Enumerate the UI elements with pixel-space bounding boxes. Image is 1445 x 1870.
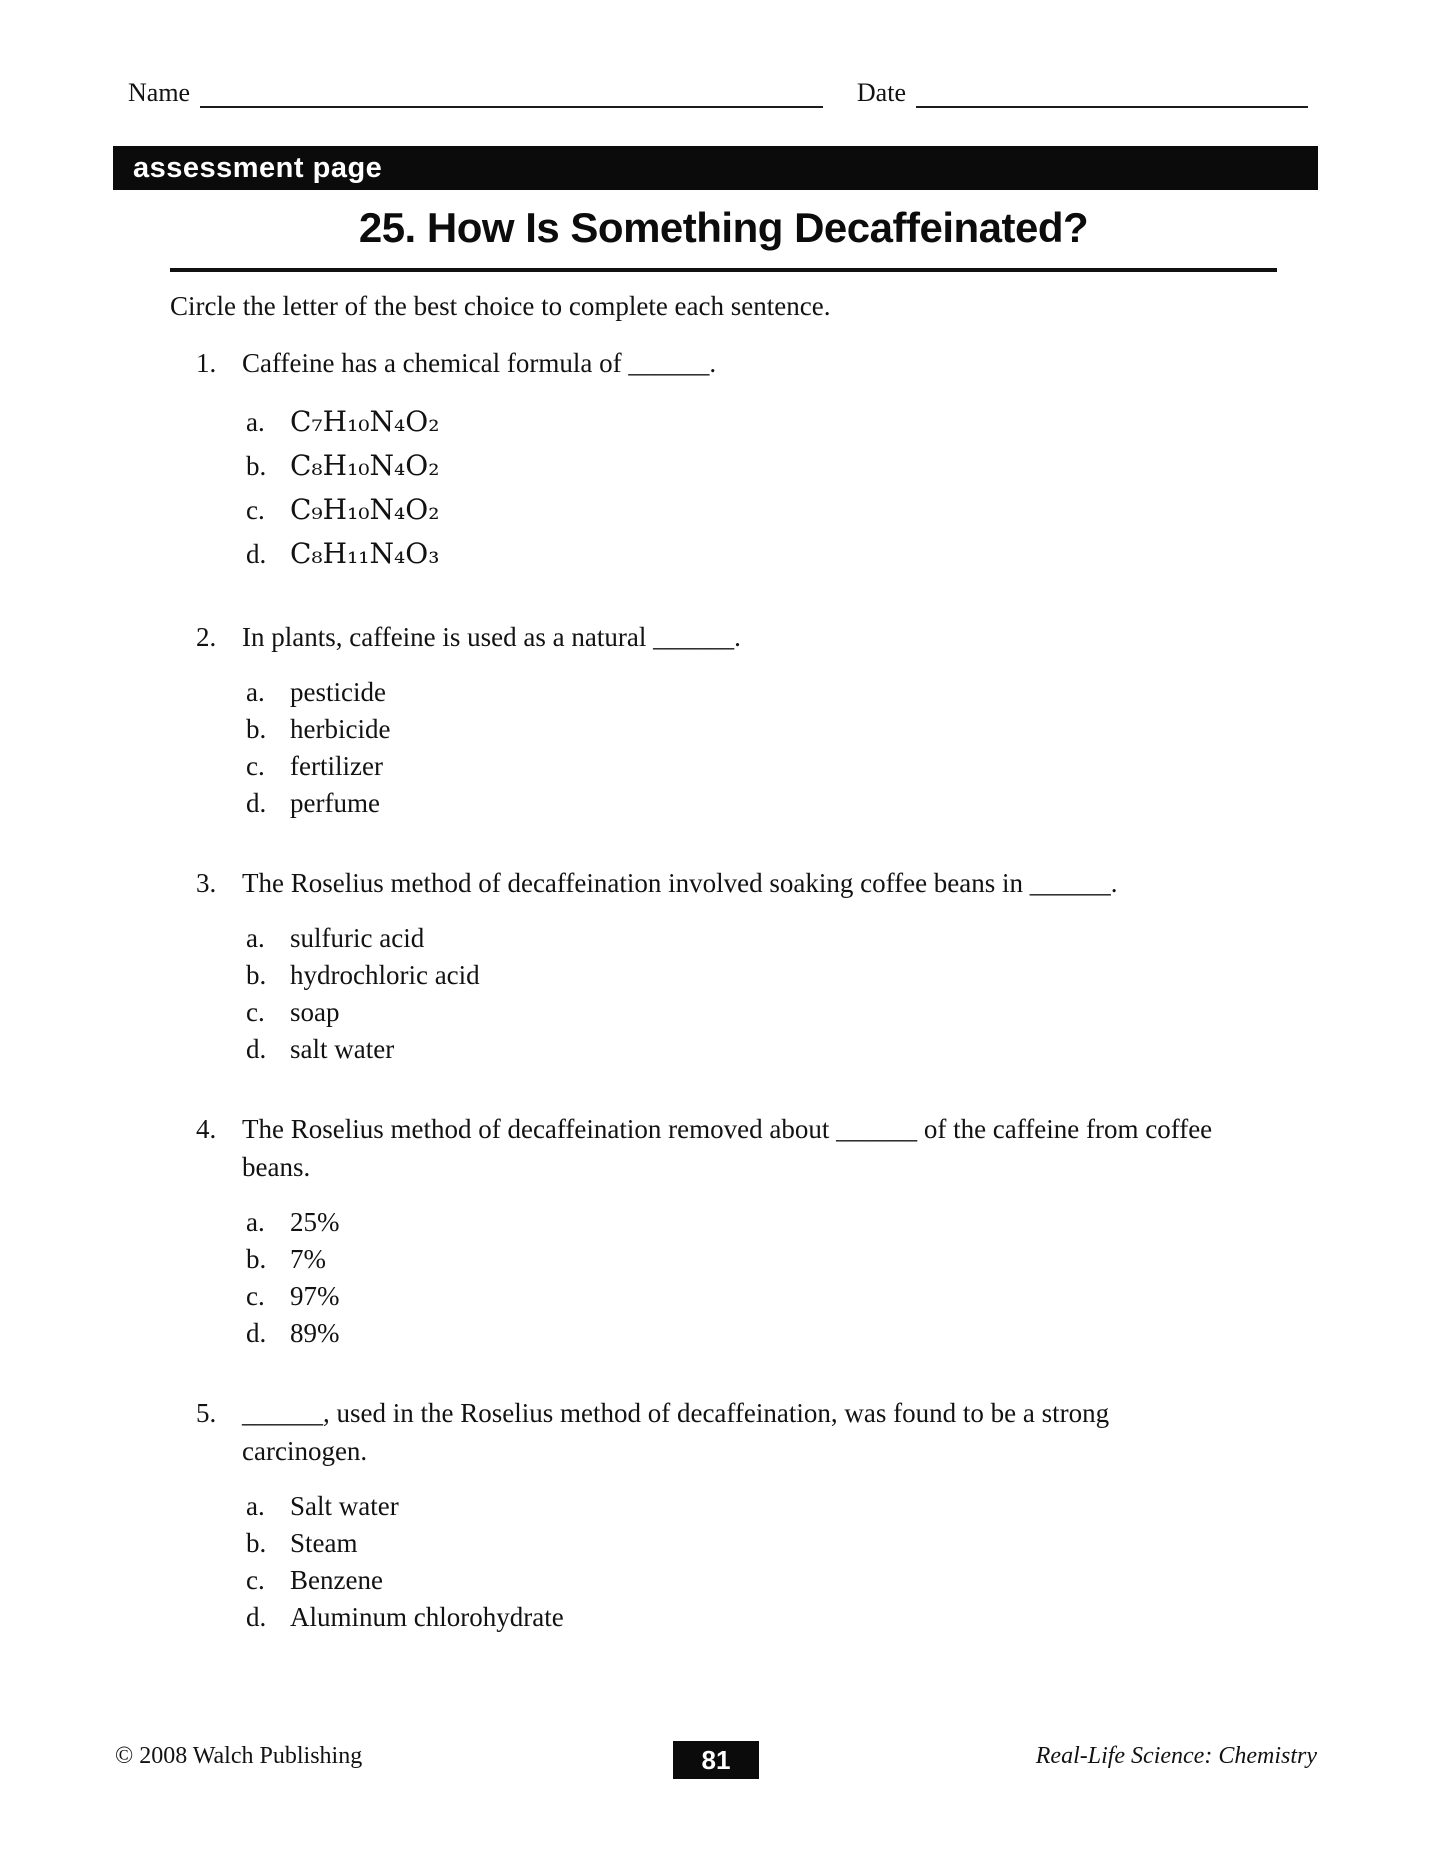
option-a[interactable] bbox=[246, 400, 1317, 444]
options bbox=[246, 1488, 1317, 1636]
question-3 bbox=[196, 864, 1317, 1068]
option-c[interactable] bbox=[246, 1562, 1317, 1599]
option-letter: b. bbox=[246, 960, 267, 990]
question-list bbox=[196, 344, 1317, 1636]
option-text: sulfuric acid bbox=[290, 923, 425, 953]
option-a[interactable] bbox=[246, 920, 1317, 957]
option-b[interactable] bbox=[246, 1525, 1317, 1562]
option-text: Benzene bbox=[290, 1565, 383, 1595]
title-block bbox=[170, 204, 1277, 272]
option-c[interactable] bbox=[246, 488, 1317, 532]
option-letter: c. bbox=[246, 1565, 265, 1595]
option-text: C₈H₁₀N₄O₂ bbox=[290, 449, 440, 482]
option-text: perfume bbox=[290, 788, 380, 818]
page-number: 81 bbox=[701, 1744, 731, 1775]
option-letter: d. bbox=[246, 788, 267, 818]
option-d[interactable] bbox=[246, 1031, 1317, 1068]
question-number: 4. bbox=[196, 1114, 217, 1144]
name-write-in-line[interactable] bbox=[200, 78, 823, 108]
date-write-in-line[interactable] bbox=[916, 78, 1308, 108]
question-4 bbox=[196, 1110, 1317, 1352]
option-text: fertilizer bbox=[290, 751, 383, 781]
options bbox=[246, 920, 1317, 1068]
assessment-page-banner bbox=[113, 146, 1318, 190]
option-text: 25% bbox=[290, 1207, 340, 1237]
option-d[interactable] bbox=[246, 532, 1317, 576]
option-text: 97% bbox=[290, 1281, 340, 1311]
option-text: C₉H₁₀N₄O₂ bbox=[290, 493, 440, 526]
option-letter: d. bbox=[246, 539, 267, 569]
date-label: Date bbox=[856, 78, 906, 107]
option-d[interactable] bbox=[246, 1599, 1317, 1636]
option-text: herbicide bbox=[290, 714, 391, 744]
option-text: hydrochloric acid bbox=[290, 960, 480, 990]
option-b[interactable] bbox=[246, 957, 1317, 994]
option-letter: b. bbox=[246, 714, 267, 744]
question-number: 2. bbox=[196, 622, 217, 652]
option-letter: c. bbox=[246, 1281, 265, 1311]
option-text: pesticide bbox=[290, 677, 386, 707]
option-letter: c. bbox=[246, 495, 265, 525]
question-number: 3. bbox=[196, 868, 217, 898]
options bbox=[246, 1204, 1317, 1352]
option-text: 89% bbox=[290, 1318, 340, 1348]
option-a[interactable] bbox=[246, 1488, 1317, 1525]
option-letter: a. bbox=[246, 1207, 265, 1237]
option-letter: a. bbox=[246, 1491, 265, 1521]
option-d[interactable] bbox=[246, 1315, 1317, 1352]
option-letter: d. bbox=[246, 1318, 267, 1348]
question-5 bbox=[196, 1394, 1317, 1636]
options bbox=[246, 400, 1317, 576]
page-title: 25. How Is Something Decaffeinated? bbox=[358, 204, 1089, 251]
question-text: ______, used in the Roselius method of decaffeination, was found to be a strong carcinogen. bbox=[242, 1398, 1110, 1466]
option-letter: a. bbox=[246, 677, 265, 707]
question-text: Caffeine has a chemical formula of ______. bbox=[242, 348, 717, 378]
option-letter: a. bbox=[246, 923, 265, 953]
option-text: Salt water bbox=[290, 1491, 399, 1521]
option-text: Aluminum chlorohydrate bbox=[290, 1602, 564, 1632]
question-number: 1. bbox=[196, 348, 217, 378]
option-text: soap bbox=[290, 997, 340, 1027]
instructions: Circle the letter of the best choice to complete each sentence. bbox=[170, 291, 831, 321]
option-text: C₈H₁₁N₄O₃ bbox=[290, 537, 440, 570]
option-c[interactable] bbox=[246, 994, 1317, 1031]
option-a[interactable] bbox=[246, 1204, 1317, 1241]
option-b[interactable] bbox=[246, 444, 1317, 488]
option-b[interactable] bbox=[246, 711, 1317, 748]
option-text: C₇H₁₀N₄O₂ bbox=[290, 405, 440, 438]
option-a[interactable] bbox=[246, 674, 1317, 711]
option-letter: b. bbox=[246, 1244, 267, 1274]
options bbox=[246, 674, 1317, 822]
option-letter: c. bbox=[246, 997, 265, 1027]
option-letter: b. bbox=[246, 451, 267, 481]
option-letter: b. bbox=[246, 1528, 267, 1558]
option-letter: a. bbox=[246, 407, 265, 437]
name-label: Name bbox=[128, 78, 191, 107]
option-letter: d. bbox=[246, 1034, 267, 1064]
question-text: In plants, caffeine is used as a natural ______. bbox=[242, 622, 741, 652]
book-title: Real-Life Science: Chemistry bbox=[1035, 1743, 1317, 1769]
copyright-text: © 2008 Walch Publishing bbox=[115, 1743, 363, 1769]
option-b[interactable] bbox=[246, 1241, 1317, 1278]
banner-label: assessment page bbox=[133, 151, 383, 184]
option-c[interactable] bbox=[246, 1278, 1317, 1315]
question-2 bbox=[196, 618, 1317, 822]
page-footer bbox=[115, 1741, 1317, 1783]
question-1 bbox=[196, 344, 1317, 576]
option-text: 7% bbox=[290, 1244, 326, 1274]
option-d[interactable] bbox=[246, 785, 1317, 822]
option-text: salt water bbox=[290, 1034, 395, 1064]
question-text: The Roselius method of decaffeination removed about ______ of the caffeine from coffee beans. bbox=[242, 1114, 1213, 1182]
question-text: The Roselius method of decaffeination involved soaking coffee beans in ______. bbox=[242, 868, 1118, 898]
option-text: Steam bbox=[290, 1528, 358, 1558]
option-c[interactable] bbox=[246, 748, 1317, 785]
name-date-row bbox=[128, 78, 1308, 108]
option-letter: c. bbox=[246, 751, 265, 781]
question-number: 5. bbox=[196, 1398, 217, 1428]
option-letter: d. bbox=[246, 1602, 267, 1632]
page-number-badge bbox=[673, 1741, 759, 1779]
